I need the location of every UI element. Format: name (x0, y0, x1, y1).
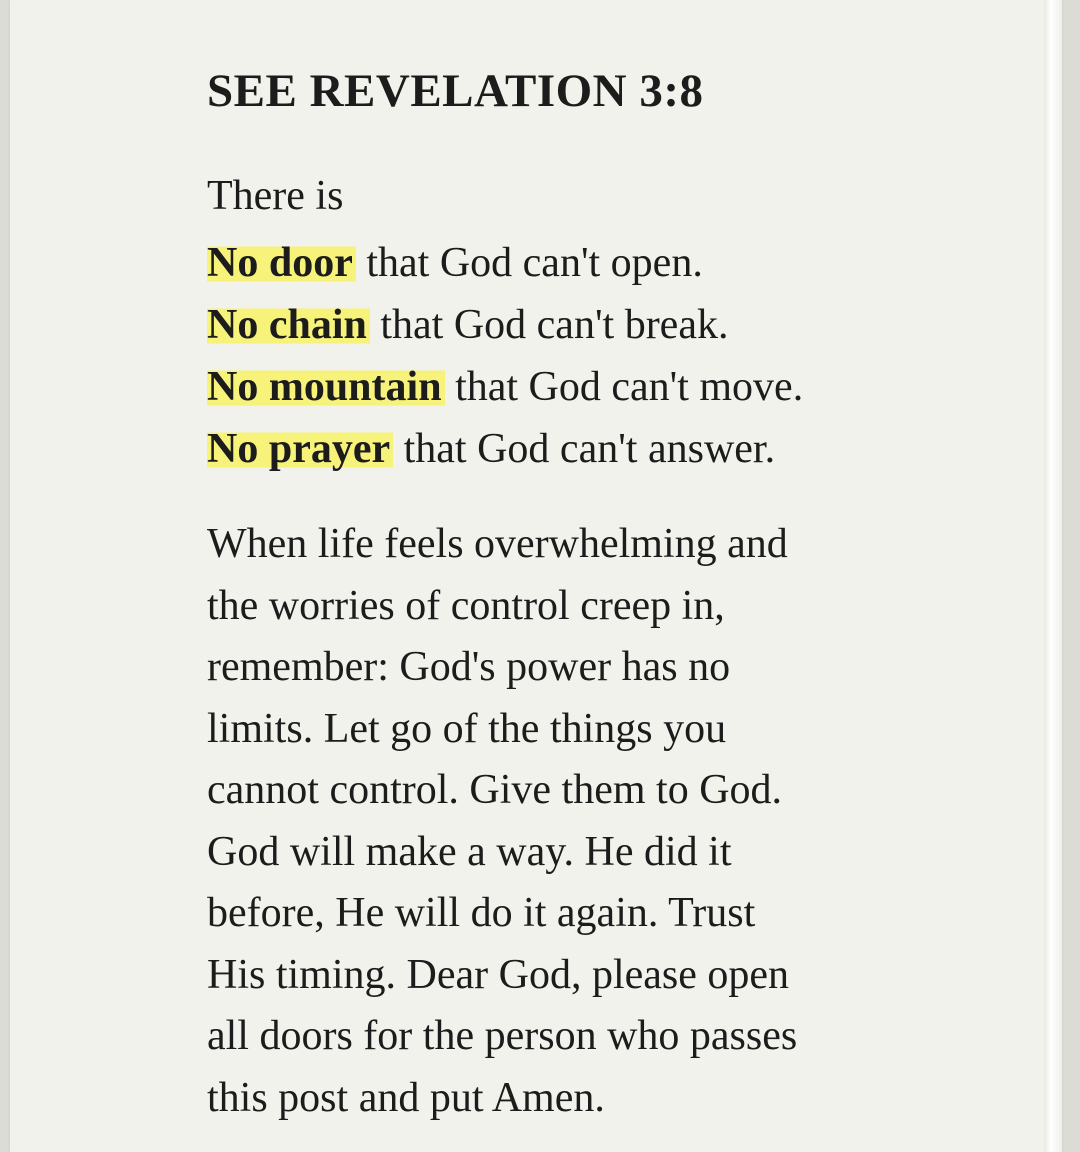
paragraph-line: limits. Let go of the things you (207, 705, 727, 752)
line-rest: that God can't break. (369, 302, 729, 348)
post-card (10, 0, 1062, 1152)
paragraph-line: His timing. Dear God, please open (207, 951, 790, 998)
highlighted-phrase: No door (207, 240, 356, 286)
highlighted-phrase: No prayer (207, 426, 393, 472)
highlight-line (207, 356, 803, 418)
post-title: SEE REVELATION 3:8 (207, 65, 704, 117)
highlighted-phrase: No chain (207, 302, 370, 348)
highlight-line (207, 294, 803, 356)
intro-line: There is (207, 173, 344, 219)
paragraph-line: all doors for the person who passes (207, 1013, 798, 1059)
line-rest: that God can't answer. (393, 426, 776, 472)
paragraph-line: cannot control. Give them to God. (207, 767, 783, 813)
paragraph-line: the worries of control creep in, (207, 582, 725, 629)
paragraph-line: before, He will do it again. Trust (207, 890, 756, 936)
paragraph-line: remember: God's power has no (207, 644, 731, 690)
body-paragraph (207, 514, 797, 1129)
paragraph-line: this post and put Amen. (207, 1074, 605, 1121)
highlight-line (207, 418, 803, 480)
card-edge (1044, 0, 1062, 1152)
paragraph-line: When life feels overwhelming and (207, 521, 788, 567)
highlighted-phrase: No mountain (207, 364, 445, 410)
line-rest: that God can't open. (355, 240, 703, 286)
paragraph-line: God will make a way. He did it (207, 828, 732, 875)
line-rest: that God can't move. (444, 364, 804, 410)
highlight-line (207, 232, 803, 294)
highlight-lines (207, 232, 803, 480)
